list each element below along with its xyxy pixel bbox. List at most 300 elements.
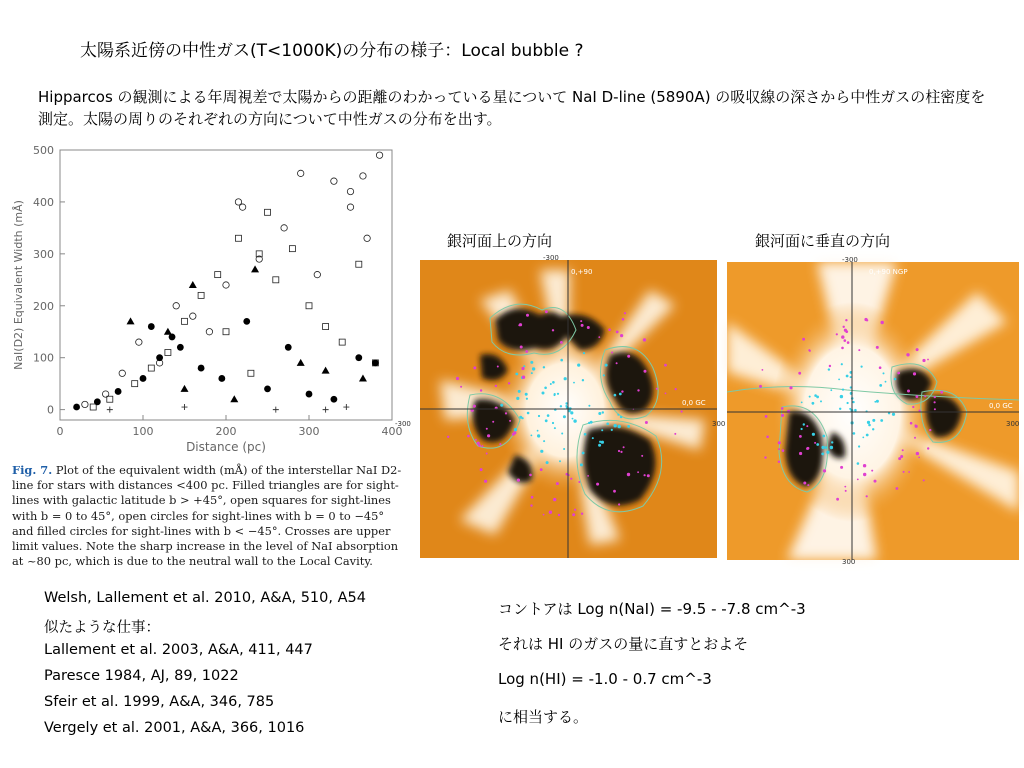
data-point — [323, 407, 329, 413]
data-point — [355, 354, 362, 361]
data-point — [314, 271, 320, 277]
star-marker — [505, 412, 507, 414]
star-marker — [798, 372, 801, 375]
data-point — [127, 317, 135, 324]
star-marker — [552, 422, 554, 424]
data-point — [156, 354, 163, 361]
data-point — [173, 303, 179, 309]
star-marker — [868, 424, 871, 427]
star-marker — [620, 334, 623, 337]
y-tick-label: 500 — [33, 144, 54, 157]
data-point — [107, 396, 113, 402]
star-marker — [447, 436, 449, 438]
star-marker — [525, 350, 528, 353]
star-marker — [778, 441, 781, 444]
star-marker — [531, 496, 534, 499]
star-marker — [523, 365, 525, 367]
data-point — [169, 334, 176, 341]
data-point — [90, 404, 96, 410]
star-marker — [892, 413, 895, 416]
star-marker — [467, 435, 470, 438]
star-marker — [778, 461, 780, 463]
star-marker — [573, 382, 575, 384]
data-point — [264, 385, 271, 392]
map-right-axis-label: 0,0 GC — [682, 399, 706, 407]
star-marker — [781, 407, 784, 410]
star-marker — [923, 479, 925, 481]
star-marker — [563, 448, 565, 450]
data-point — [206, 329, 212, 335]
data-point — [94, 398, 101, 405]
star-marker — [929, 429, 931, 431]
star-marker — [910, 422, 913, 425]
data-point — [347, 188, 353, 194]
data-point — [215, 272, 221, 278]
star-marker — [584, 433, 587, 436]
map-top-label: 0,+90 NGP — [869, 268, 908, 276]
star-marker — [518, 324, 520, 326]
star-marker — [619, 393, 622, 396]
data-point — [223, 282, 229, 288]
star-marker — [460, 386, 462, 388]
star-marker — [581, 513, 583, 515]
data-point — [148, 323, 155, 330]
star-marker — [871, 470, 873, 472]
data-point — [223, 329, 229, 335]
star-marker — [814, 442, 816, 444]
star-marker — [627, 355, 630, 358]
references-heading: 似たような仕事： — [44, 620, 160, 636]
star-marker — [558, 514, 560, 516]
star-marker — [570, 478, 572, 480]
star-marker — [565, 402, 567, 404]
star-marker — [621, 390, 623, 392]
star-marker — [557, 393, 559, 395]
star-marker — [799, 435, 802, 438]
reference-item: Paresce 1984, AJ, 89, 1022 — [44, 668, 239, 684]
star-marker — [614, 424, 617, 427]
star-marker — [846, 375, 849, 378]
star-marker — [580, 320, 582, 322]
y-tick-label: 400 — [33, 195, 54, 209]
star-marker — [530, 361, 533, 364]
star-marker — [500, 404, 503, 407]
star-marker — [552, 329, 554, 331]
data-point — [281, 225, 287, 231]
data-point — [356, 261, 362, 267]
star-marker — [876, 400, 879, 403]
star-marker — [880, 419, 883, 422]
star-marker — [924, 395, 926, 397]
data-point — [364, 235, 370, 241]
star-marker — [828, 368, 830, 370]
data-points — [73, 152, 383, 413]
star-marker — [674, 433, 676, 435]
data-point — [376, 152, 382, 158]
star-marker — [540, 450, 543, 453]
star-marker — [781, 415, 783, 417]
x-tick-label: 400 — [381, 425, 403, 438]
x-axis-label: Distance (pc) — [186, 440, 266, 454]
star-marker — [927, 447, 929, 449]
star-marker — [853, 432, 856, 435]
data-point — [230, 395, 238, 402]
star-marker — [641, 455, 643, 457]
data-point — [265, 209, 271, 215]
star-marker — [913, 372, 916, 375]
star-marker — [812, 402, 815, 405]
hi-density-note: Log n(HI) = -1.0 - 0.7 cm^-3 — [498, 670, 712, 688]
star-marker — [916, 452, 919, 455]
star-marker — [637, 389, 639, 391]
star-marker — [481, 445, 483, 447]
star-marker — [598, 444, 601, 447]
perpendicular-map-svg — [727, 262, 1019, 560]
star-marker — [514, 428, 517, 431]
star-marker — [531, 372, 533, 374]
star-marker — [919, 410, 921, 412]
star-marker — [759, 385, 762, 388]
star-marker — [554, 427, 556, 429]
star-marker — [574, 509, 576, 511]
star-marker — [801, 428, 803, 430]
star-marker — [806, 425, 808, 427]
star-marker — [456, 377, 459, 380]
data-point — [248, 370, 254, 376]
star-marker — [858, 445, 860, 447]
star-marker — [821, 453, 824, 456]
data-point — [339, 339, 345, 345]
data-point — [189, 281, 197, 288]
data-point — [251, 265, 259, 272]
map-left-tick: -300 — [543, 254, 559, 262]
figure-label: Fig. 7. — [12, 463, 53, 477]
star-marker — [816, 443, 819, 446]
star-marker — [903, 471, 905, 473]
star-marker — [874, 480, 877, 483]
star-marker — [675, 388, 677, 390]
data-point — [182, 404, 188, 410]
star-marker — [867, 421, 870, 424]
star-marker — [542, 392, 545, 395]
reference-item: Vergely et al. 2001, A&A, 366, 1016 — [44, 720, 305, 736]
star-marker — [826, 451, 829, 454]
galactic-plane-density-map — [420, 260, 717, 558]
star-marker — [840, 466, 843, 469]
star-marker — [553, 498, 556, 501]
star-marker — [606, 423, 609, 426]
data-point — [331, 396, 338, 403]
star-marker — [560, 341, 563, 344]
star-marker — [614, 394, 617, 397]
data-point — [235, 199, 241, 205]
star-marker — [803, 423, 805, 425]
data-point — [331, 178, 337, 184]
star-marker — [554, 393, 556, 395]
star-marker — [825, 446, 828, 449]
star-marker — [592, 437, 594, 439]
star-marker — [809, 350, 811, 352]
star-marker — [766, 436, 769, 439]
star-marker — [842, 389, 844, 391]
data-point — [359, 374, 367, 381]
star-marker — [841, 347, 844, 350]
star-marker — [845, 330, 848, 333]
star-marker — [515, 373, 518, 376]
star-marker — [526, 314, 529, 317]
data-point — [107, 407, 113, 413]
star-marker — [545, 310, 548, 313]
star-marker — [495, 385, 497, 387]
star-marker — [807, 447, 810, 450]
star-marker — [530, 504, 532, 506]
star-marker — [857, 479, 859, 481]
star-marker — [627, 473, 630, 476]
data-point — [136, 339, 142, 345]
galactic-plane-map-svg — [420, 260, 717, 558]
star-marker — [617, 414, 619, 416]
star-marker — [843, 326, 845, 328]
star-marker — [866, 495, 868, 497]
x-tick-label: 0 — [56, 425, 64, 438]
star-marker — [861, 366, 863, 368]
star-marker — [803, 482, 806, 485]
slide-title: 太陽系近傍の中性ガス(T<1000K)の分布の様子：Local bubble ? — [80, 41, 584, 61]
star-marker — [517, 479, 520, 482]
star-marker — [841, 363, 843, 365]
star-marker — [900, 455, 903, 458]
star-marker — [484, 480, 487, 483]
data-point — [297, 359, 305, 366]
star-marker — [872, 428, 874, 430]
data-point — [273, 277, 279, 283]
star-marker — [836, 498, 839, 501]
star-marker — [516, 397, 519, 400]
map-right-tick: 300 — [1006, 420, 1020, 428]
star-marker — [643, 338, 646, 341]
contour-note: コントアは Log n(NaI) = -9.5 - -7.8 cm^-3 — [498, 600, 806, 618]
star-marker — [570, 411, 573, 414]
star-marker — [844, 339, 847, 342]
star-marker — [559, 460, 561, 462]
star-marker — [512, 433, 515, 436]
data-point — [323, 324, 329, 330]
star-marker — [857, 462, 860, 465]
star-marker — [839, 408, 841, 410]
star-marker — [862, 437, 864, 439]
star-marker — [622, 318, 625, 321]
data-point — [372, 359, 379, 366]
star-marker — [537, 434, 540, 437]
data-point — [198, 292, 204, 298]
star-marker — [473, 405, 476, 408]
star-marker — [560, 405, 562, 407]
star-marker — [578, 481, 580, 483]
star-marker — [486, 428, 488, 430]
star-marker — [608, 328, 611, 331]
data-point — [322, 367, 330, 374]
star-marker — [561, 433, 563, 435]
star-marker — [587, 326, 590, 329]
star-marker — [830, 389, 832, 391]
star-marker — [918, 457, 920, 459]
data-point — [140, 375, 147, 382]
perpendicular-plane-density-map — [727, 262, 1019, 560]
figure-caption — [12, 463, 408, 569]
data-point — [343, 404, 349, 410]
star-marker — [543, 366, 545, 368]
star-marker — [934, 408, 936, 410]
star-marker — [581, 324, 584, 327]
star-marker — [620, 451, 622, 453]
star-marker — [529, 474, 532, 477]
data-point — [347, 204, 353, 210]
data-point — [218, 375, 225, 382]
star-marker — [480, 389, 482, 391]
data-point — [273, 407, 279, 413]
star-marker — [618, 425, 621, 428]
main-reference: Welsh, Lallement et al. 2010, A&A, 510, A54 — [44, 590, 366, 606]
star-marker — [497, 366, 499, 368]
star-marker — [601, 441, 604, 444]
star-marker — [847, 341, 850, 344]
star-marker — [814, 394, 817, 397]
x-tick-label: 300 — [298, 425, 320, 438]
star-marker — [486, 453, 488, 455]
star-marker — [572, 513, 575, 516]
star-marker — [550, 383, 552, 385]
star-marker — [894, 378, 897, 381]
y-tick-label: 300 — [33, 247, 54, 261]
star-marker — [897, 372, 900, 375]
star-marker — [605, 364, 608, 367]
star-marker — [618, 503, 620, 505]
data-point — [298, 170, 304, 176]
star-marker — [556, 482, 559, 485]
star-marker — [789, 386, 792, 389]
star-marker — [765, 415, 768, 418]
data-point — [119, 370, 125, 376]
star-marker — [590, 421, 593, 424]
star-marker — [598, 412, 601, 415]
star-marker — [838, 379, 840, 381]
star-marker — [812, 433, 815, 436]
star-marker — [876, 346, 879, 349]
star-marker — [598, 336, 600, 338]
figure-caption-text: Plot of the equivalent width (mÅ) of the interstellar NaI D2-line for stars with distances <400 pc. Filled triangles are for sight-lines with galactic latitude b > +45°, open squares for sight-lines with b = 0 to 45°, open circles for sight-lines with b = 0 to −45° and filled circles for sight-lines with b < −45°. Crosses are upper limit values. Note the sharp increase in the level of NaI absorption at ~80 pc, which is due to the neutral wall to the Local Cavity. — [12, 463, 402, 569]
data-point — [73, 404, 80, 411]
star-marker — [544, 387, 547, 390]
star-marker — [850, 376, 852, 378]
star-marker — [522, 376, 525, 379]
y-axis-label: NaI(D2) Equivalent Width (mÅ) — [12, 200, 25, 370]
map-top-label: 0,+90 — [571, 268, 593, 276]
star-marker — [927, 359, 929, 361]
map-left-tick: -300 — [395, 420, 411, 428]
star-marker — [580, 463, 583, 466]
star-marker — [908, 471, 910, 473]
star-marker — [778, 448, 780, 450]
data-point — [115, 388, 122, 395]
star-marker — [573, 419, 576, 422]
star-marker — [547, 414, 550, 417]
star-marker — [829, 365, 831, 367]
data-point — [285, 344, 292, 351]
star-marker — [916, 395, 919, 398]
star-marker — [902, 449, 904, 451]
star-marker — [847, 402, 849, 404]
star-marker — [487, 434, 490, 437]
star-marker — [934, 396, 936, 398]
star-marker — [520, 346, 523, 349]
star-marker — [854, 409, 857, 412]
star-marker — [836, 333, 838, 335]
data-point — [306, 303, 312, 309]
star-marker — [845, 490, 847, 492]
star-marker — [537, 430, 539, 432]
equivalent-width-scatter-plot — [10, 144, 403, 460]
star-marker — [616, 362, 618, 364]
star-marker — [914, 437, 916, 439]
x-tick-label: 100 — [132, 425, 154, 438]
star-marker — [526, 398, 528, 400]
data-point — [235, 235, 241, 241]
star-marker — [665, 393, 667, 395]
star-marker — [916, 348, 919, 351]
star-marker — [582, 452, 585, 455]
star-marker — [831, 441, 833, 443]
star-marker — [552, 381, 555, 384]
star-marker — [613, 490, 616, 493]
data-point — [198, 365, 205, 372]
reference-item: Sfeir et al. 1999, A&A, 346, 785 — [44, 694, 275, 710]
star-marker — [564, 377, 567, 380]
plot-frame — [60, 150, 392, 420]
star-marker — [934, 401, 936, 403]
star-marker — [620, 416, 622, 418]
star-marker — [616, 331, 619, 334]
data-point — [165, 350, 171, 356]
star-marker — [845, 319, 847, 321]
star-marker — [624, 312, 626, 314]
star-marker — [588, 405, 590, 407]
star-marker — [664, 364, 667, 367]
star-marker — [525, 393, 528, 396]
map-left-label: 銀河面上の方向 — [447, 232, 553, 250]
star-marker — [499, 443, 501, 445]
star-marker — [879, 366, 882, 369]
data-point — [82, 401, 88, 407]
map-right-axis-label: 0,0 GC — [989, 402, 1013, 410]
data-point — [177, 344, 184, 351]
star-marker — [940, 391, 943, 394]
star-marker — [543, 440, 545, 442]
star-marker — [473, 366, 476, 369]
star-marker — [907, 390, 910, 393]
star-marker — [577, 364, 580, 367]
axis-ticks — [33, 144, 403, 438]
star-marker — [872, 419, 875, 422]
star-marker — [532, 367, 535, 370]
star-marker — [587, 475, 589, 477]
star-marker — [611, 352, 613, 354]
star-marker — [545, 419, 548, 422]
star-marker — [563, 415, 566, 418]
star-marker — [603, 374, 605, 376]
data-point — [243, 318, 250, 325]
star-marker — [866, 319, 868, 321]
y-tick-label: 200 — [33, 299, 54, 313]
